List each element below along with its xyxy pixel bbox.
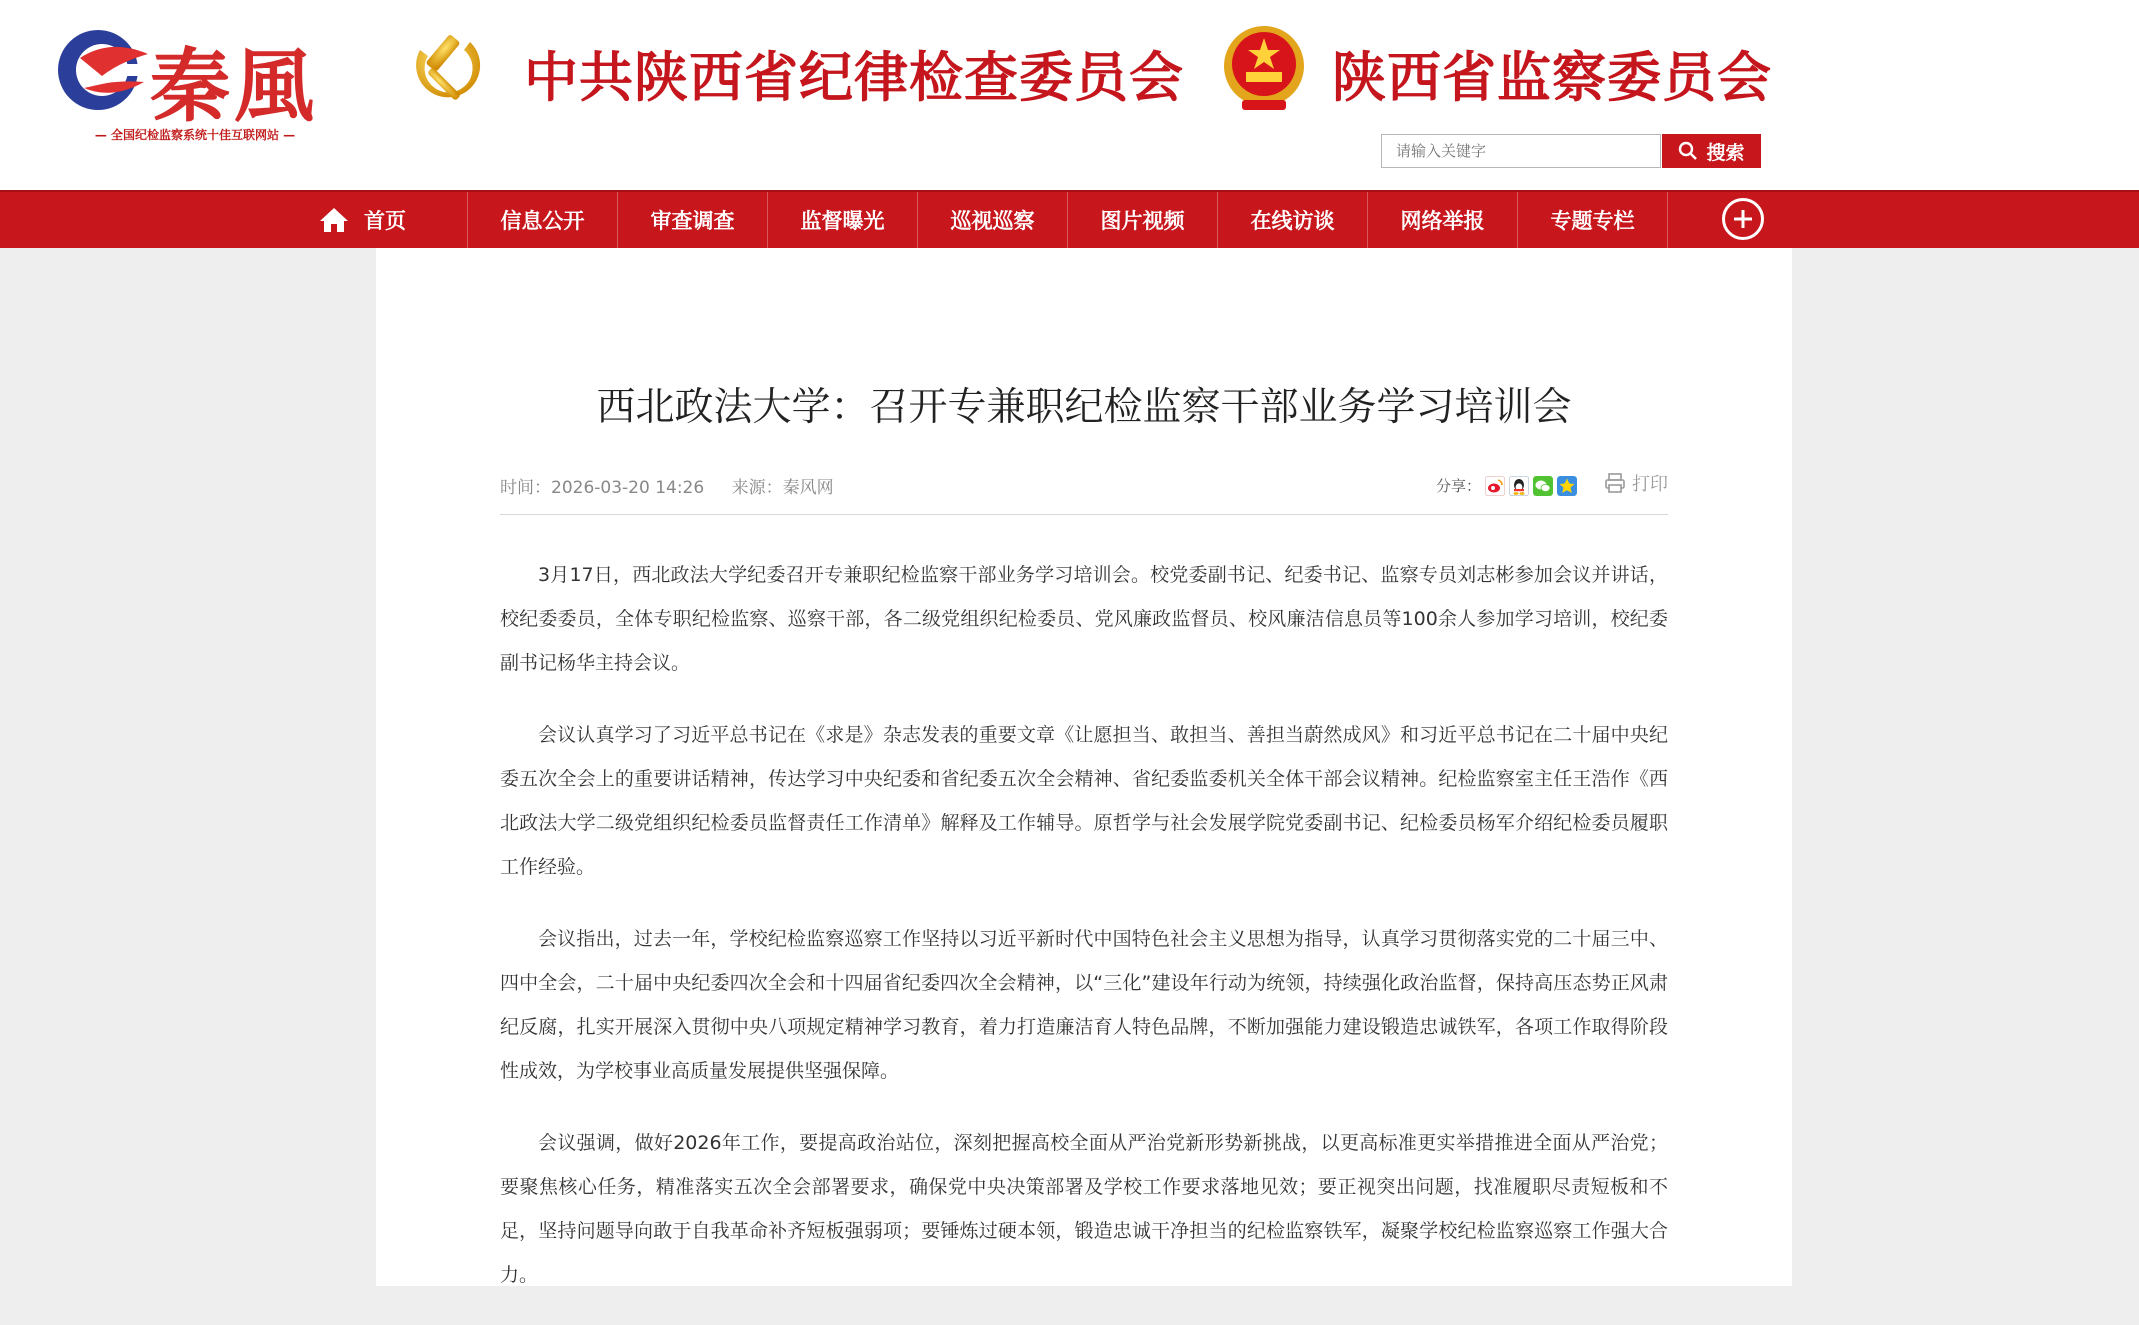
search-button-label: 搜索 — [1706, 141, 1745, 164]
print-button[interactable] — [1604, 470, 1668, 496]
search-button[interactable] — [1662, 134, 1761, 168]
nav-item-info-disclosure[interactable]: 信息公开 — [468, 192, 618, 248]
share-bar — [1436, 475, 1577, 496]
national-emblem-icon — [1214, 18, 1314, 118]
printer-icon — [1604, 472, 1626, 494]
search-icon — [1678, 141, 1698, 161]
wechat-icon[interactable] — [1533, 476, 1553, 496]
nav-item-online-interview[interactable]: 在线访谈 — [1218, 192, 1368, 248]
search-input[interactable] — [1381, 134, 1661, 168]
nav-item-home[interactable] — [310, 192, 468, 248]
nav-more-button[interactable] — [1722, 198, 1764, 240]
nav-item-photos-videos[interactable]: 图片视频 — [1068, 192, 1218, 248]
qq-icon[interactable] — [1509, 476, 1529, 496]
logo-slogan: — 全国纪检监察系统十佳互联网站 — — [94, 128, 296, 142]
main-nav — [0, 190, 2139, 248]
nav-item-investigation[interactable]: 审查调查 — [618, 192, 768, 248]
print-label: 打印 — [1632, 474, 1668, 495]
article-container — [376, 248, 1792, 1286]
article-paragraph: 会议认真学习了习近平总书记在《求是》杂志发表的重要文章《让愿担当、敢担当、善担当蔚然成风》和习近平总书记在二十届中央纪委五次全会上的重要讲话精神，传达学习中央纪委和省纪委五次全会精神、省纪委监委机关全体干部会议精神。纪检监察室主任王浩作《西北政法大学二级党组织纪检委员监督责任工作清单》解释及工作辅导。原哲学与社会发展学院党委副书记、纪检委员杨军介绍纪检委员履职工作经验。 — [500, 724, 1668, 878]
nav-item-supervision-exposure[interactable]: 监督曝光 — [768, 192, 918, 248]
article-paragraph: 会议指出，过去一年，学校纪检监察巡察工作坚持以习近平新时代中国特色社会主义思想为指导，认真学习贯彻落实党的二十届三中、四中全会，二十届中央纪委四次全会和十四届省纪委四次全会精神，以“三化”建设年行动为统领，持续强化政治监督，保持高压态势正风肃纪反腐，扎实开展深入贯彻中央八项规定精神学习教育，着力打造廉洁育人特色品牌，不断加强能力建设锻造忠诚铁军，各项工作取得阶段性成效，为学校事业高质量发展提供坚强保障。 — [500, 928, 1668, 1082]
article-paragraph: 3月17日，西北政法大学纪委召开专兼职纪检监察干部业务学习培训会。校党委副书记、纪委书记、监察专员刘志彬参加会议并讲话，校纪委委员，全体专职纪检监察、巡察干部，各二级党组织纪检委员、党风廉政监督员、校风廉洁信息员等100余人参加学习培训，校纪委副书记杨华主持会议。 — [500, 564, 1668, 674]
article-meta — [500, 473, 856, 498]
article-paragraph: 会议强调，做好2026年工作，要提高政治站位，深刻把握高校全面从严治党新形势新挑战，以更高标准更实举措推进全面从严治党；要聚焦核心任务，精准落实五次全会部署要求，确保党中央决策部署及学校工作要求落地见效；要正视突出问题，找准履职尽责短板和不足，坚持问题导向敢于自我革命补齐短板强弱项；要锤炼过硬本领，锻造忠诚干净担当的纪检监察铁军，凝聚学校纪检监察巡察工作强大合力。 — [500, 1132, 1668, 1286]
nav-item-inspection[interactable]: 巡视巡察 — [918, 192, 1068, 248]
article-body — [500, 553, 1668, 1325]
article-title: 西北政法大学：召开专兼职纪检监察干部业务学习培训会 — [596, 385, 1572, 431]
article-source: 来源：秦风网 — [731, 478, 834, 498]
meta-divider — [500, 514, 1668, 515]
nav-item-online-report[interactable]: 网络举报 — [1368, 192, 1518, 248]
article-time: 时间：2026-03-20 14:26 — [500, 478, 705, 498]
site-logo[interactable] — [40, 18, 360, 148]
plus-icon — [1732, 208, 1754, 230]
weibo-icon[interactable] — [1485, 476, 1505, 496]
org-title-supervision: 陕西省监察委员会 — [1332, 45, 1772, 109]
share-label: 分享： — [1436, 477, 1482, 495]
qzone-icon[interactable] — [1557, 476, 1577, 496]
nav-item-label: 首页 — [364, 209, 406, 233]
home-icon — [318, 206, 350, 234]
logo-text: 秦風 — [150, 39, 318, 133]
logo-emblem-icon — [50, 18, 150, 118]
org-title-discipline: 中共陕西省纪律检查委员会 — [524, 45, 1184, 109]
party-emblem-icon — [400, 20, 496, 116]
site-header — [0, 0, 2139, 190]
nav-item-special-topics[interactable]: 专题专栏 — [1518, 192, 1668, 248]
